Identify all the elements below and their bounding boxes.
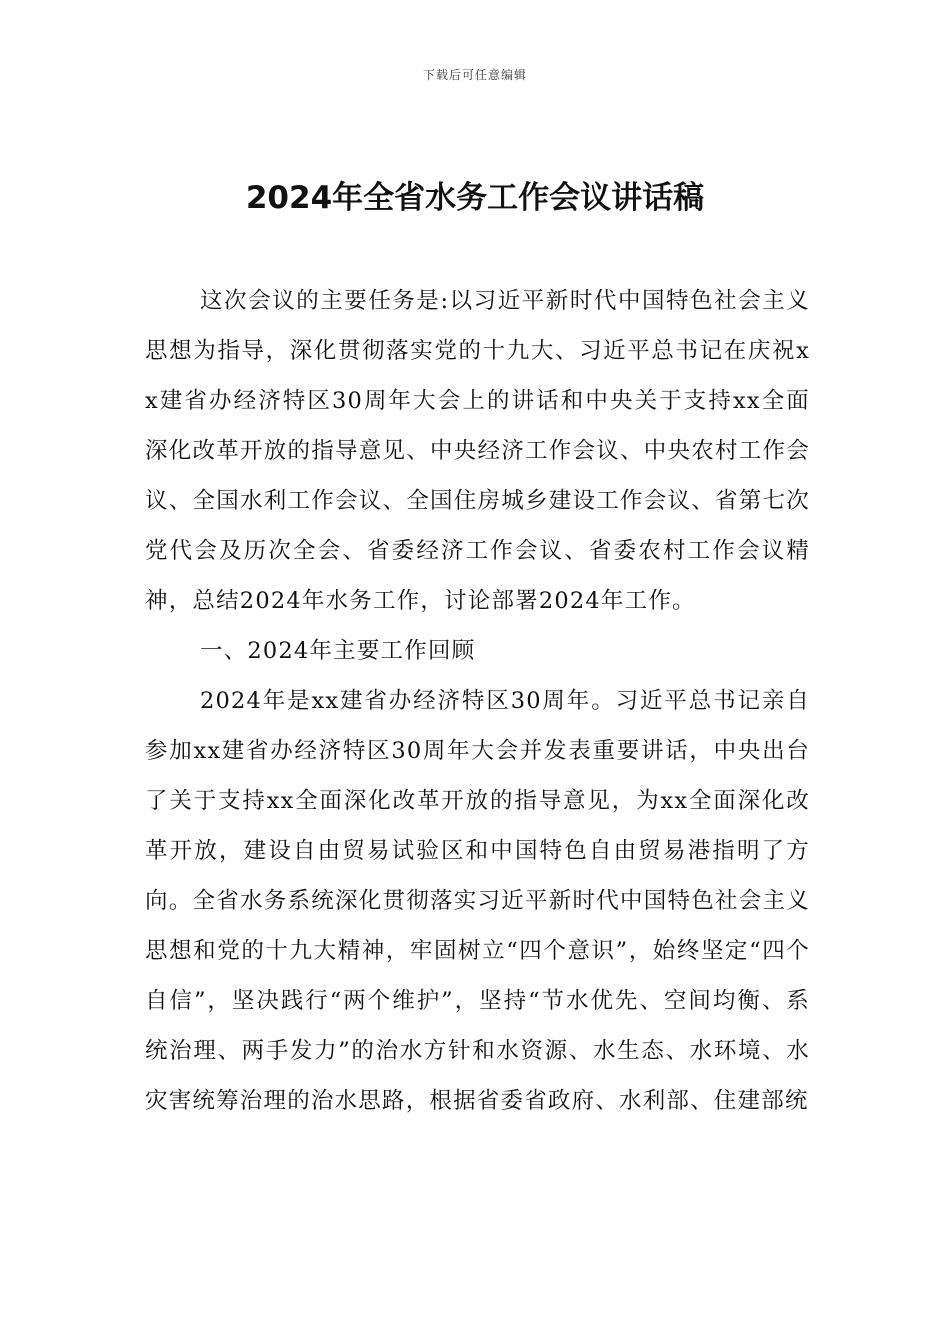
paragraph-intro: 这次会议的主要任务是:以习近平新时代中国特色社会主义思想为指导，深化贯彻落实党的十九大、习近平总书记在庆祝xx建省办经济特区30周年大会上的讲话和中央关于支持xx全面深化改革开放的指导意见、中央经济工作会议、中央农村工作会议、全国水利工作会议、全国住房城乡建设工作会议、省第七次党代会及历次全会、省委经济工作会议、省委农村工作会议精神，总结2024年水务工作，讨论部署2024年工作。 <box>145 288 810 614</box>
document-body <box>145 276 810 1126</box>
paragraph-review: 2024年是xx建省办经济特区30周年。习近平总书记亲自参加xx建省办经济特区30周年大会并发表重要讲话，中央出台了关于支持xx全面深化改革开放的指导意见，为xx全面深化改革开放，建设自由贸易试验区和中国特色自由贸易港指明了方向。全省水务系统深化贯彻落实习近平新时代中国特色社会主义思想和党的十九大精神，牢固树立“四个意识”，始终坚定“四个自信”，坚决践行“两个维护”，坚持“节水优先、空间均衡、系统治理、两手发力”的治水方针和水资源、水生态、水环境、水灾害统筹治理的治水思路，根据省委省政府、水利部、住建部统 <box>145 688 810 1114</box>
header-note: 下载后可任意编辑 <box>422 68 527 82</box>
document-title: 2024年全省水务工作会议讲话稿 <box>245 180 705 216</box>
section-heading: 一、2024年主要工作回顾 <box>200 638 476 664</box>
